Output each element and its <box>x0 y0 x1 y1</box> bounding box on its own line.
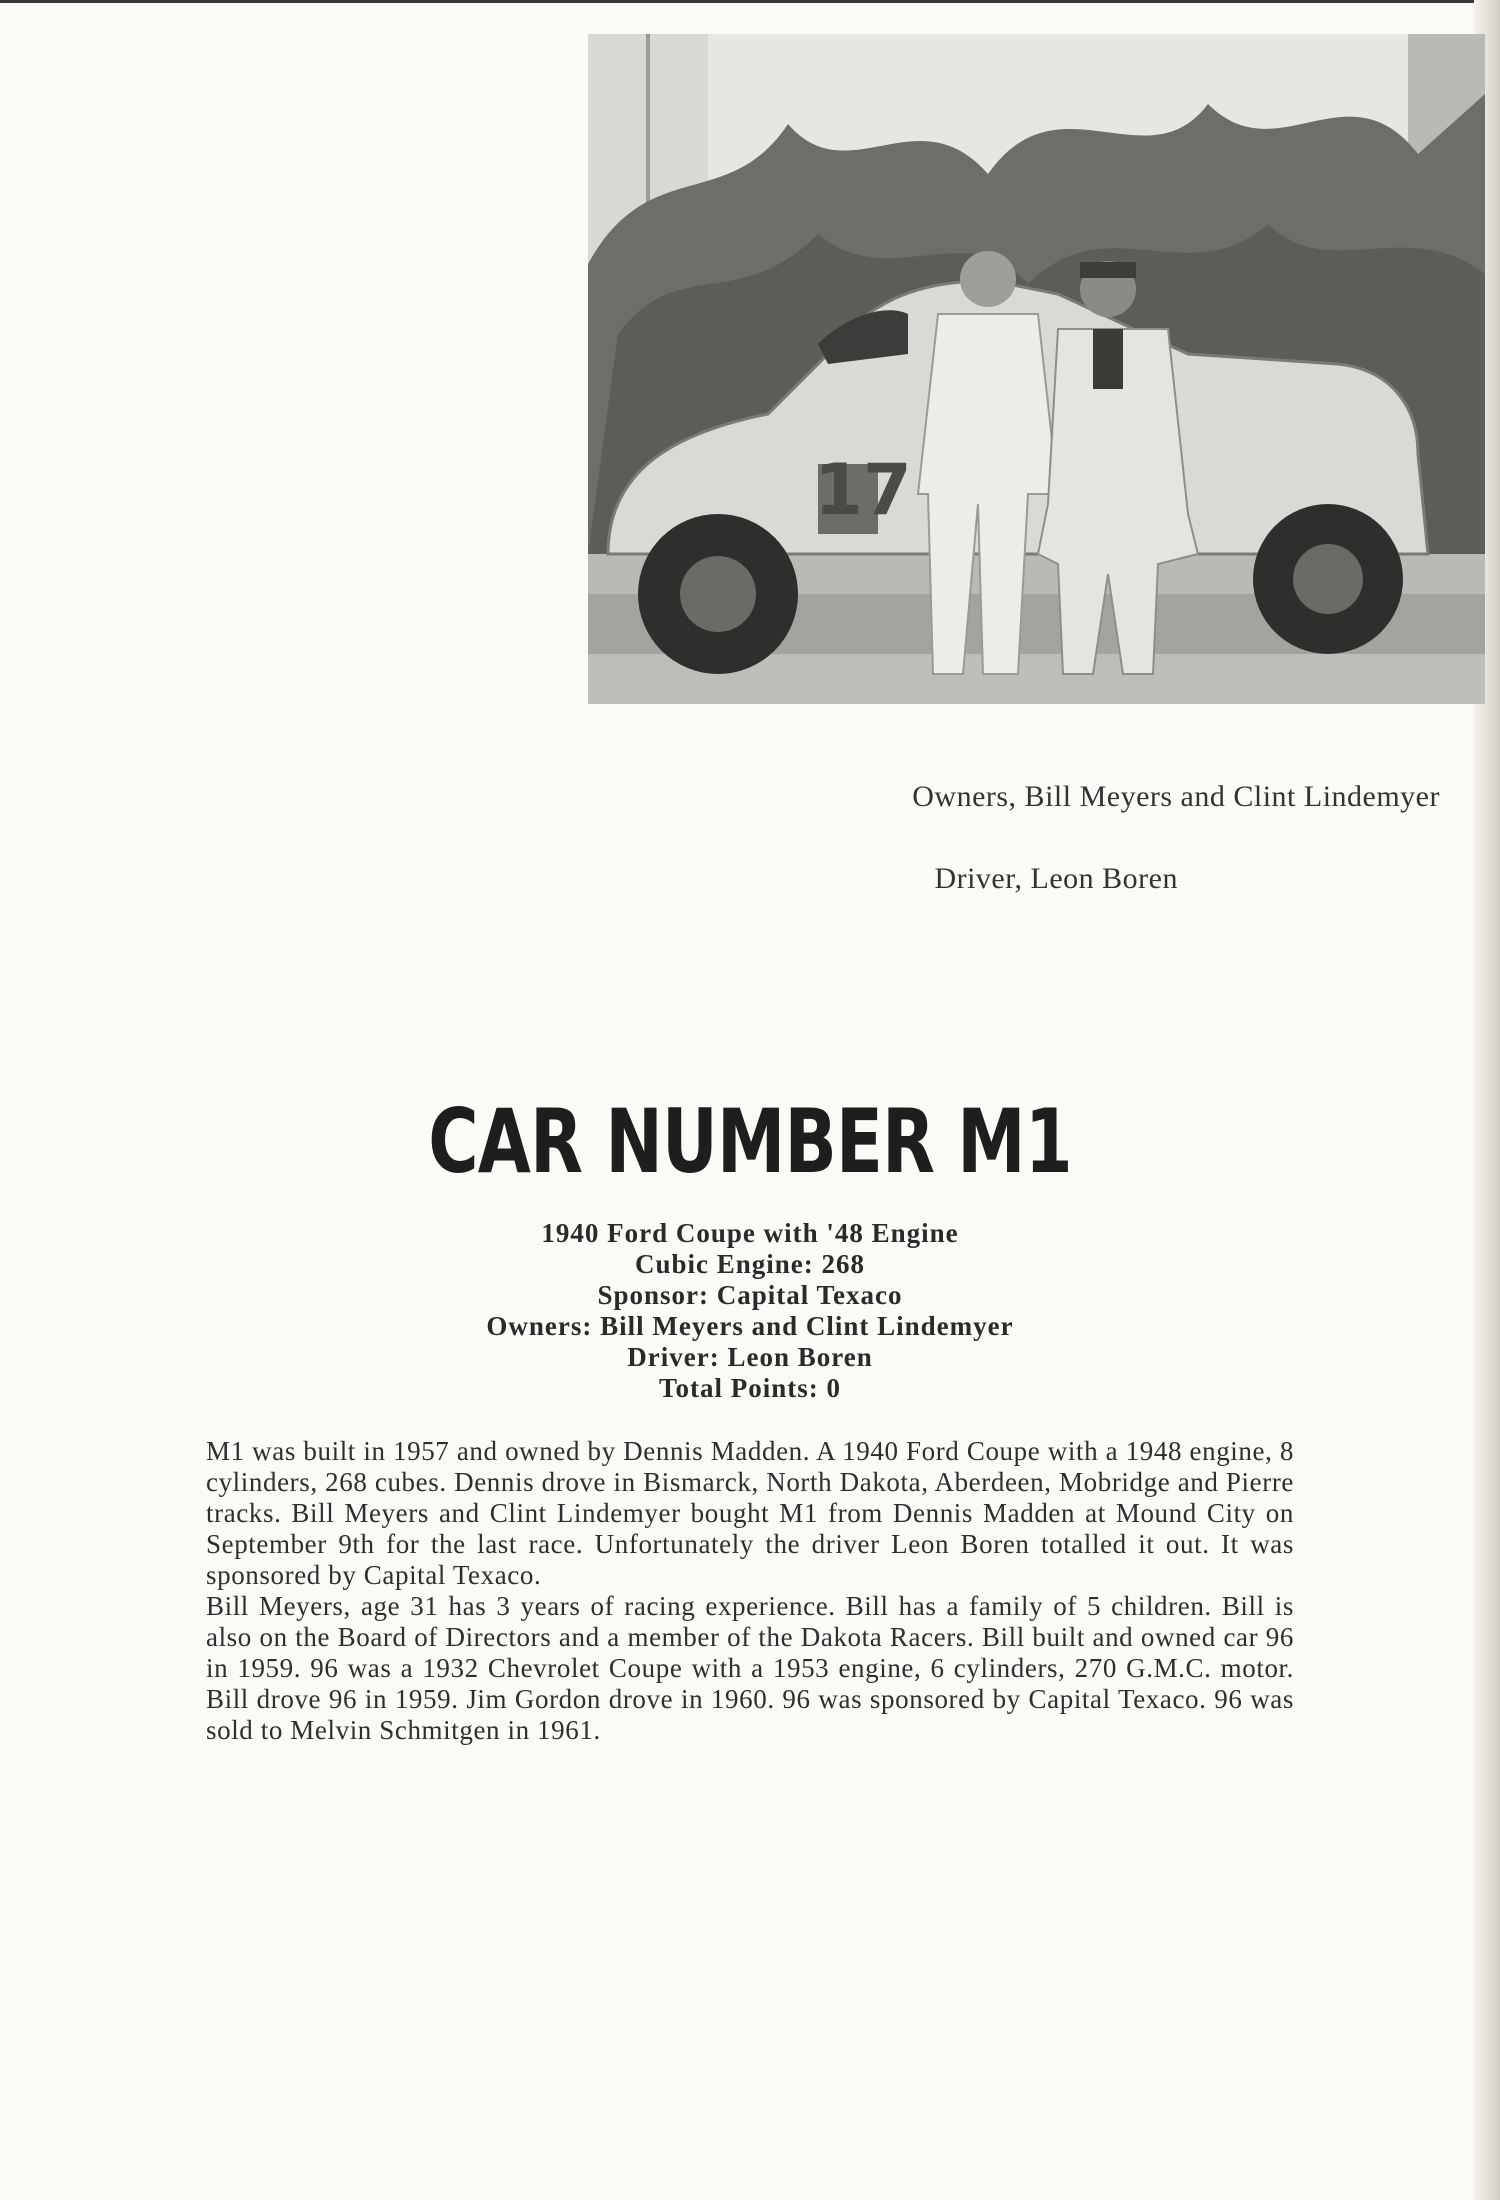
car-photo <box>588 34 1485 704</box>
body-paragraph-history: M1 was built in 1957 and owned by Dennis Madden. A 1940 Ford Coupe with a 1948 engine, 8 cylinders, 268 cubes. Dennis drove in Bismarck, North Dakota, Aberdeen, Mobridge and Pierre tracks. Bill Meyers and Clint Lindemyer bought M1 from Dennis Madden at Mound City on September 9th for the last race. Unfortunately the driver Leon Boren totalled it out. It was sponsored by Capital Texaco. <box>206 1436 1294 1590</box>
spec-model: 1940 Ford Coupe with '48 Engine <box>541 1218 959 1248</box>
spec-sponsor: Sponsor: Capital Texaco <box>597 1280 903 1310</box>
spec-owners: Owners: Bill Meyers and Clint Lindemyer <box>486 1311 1014 1341</box>
page-top-edge <box>0 0 1500 3</box>
car-photo-image <box>588 34 1485 704</box>
spec-driver: Driver: Leon Boren <box>627 1342 873 1372</box>
spec-cubic-engine: Cubic Engine: 268 <box>634 1249 866 1279</box>
body-paragraph-owner-bio: Bill Meyers, age 31 has 3 years of racing experience. Bill has a family of 5 children. Bill is also on the Board of Directors and a member of the Dakota Racers. Bill built and owned car 96 in 1959. 96 was a 1932 Chevrolet Coupe with a 1953 engine, 6 cylinders, 270 G.M.C. motor. Bill drove 96 in 1959. Jim Gordon drove in 1960. 96 was sponsored by Capital Texaco. 96 was sold to Melvin Schmitgen in 1961. <box>206 1591 1294 1745</box>
body-text <box>206 1436 1294 1746</box>
photo-caption-owners: Owners, Bill Meyers and Clint Lindemyer <box>912 780 1440 813</box>
photo-caption-driver: Driver, Leon Boren <box>934 862 1178 895</box>
page-title: CAR NUMBER M1 <box>428 1090 1072 1193</box>
spec-total-points: Total Points: 0 <box>658 1373 842 1403</box>
car-specs <box>300 1218 1200 1404</box>
svg-text:17: 17 <box>814 449 912 531</box>
